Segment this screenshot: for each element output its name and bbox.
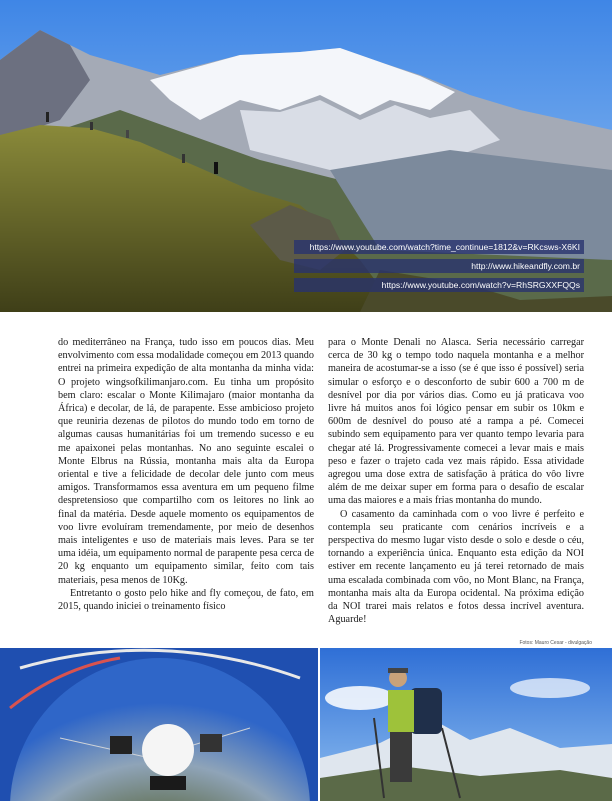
video-link-2[interactable]: https://www.youtube.com/watch?v=RhSRGXXFQQs (294, 278, 584, 292)
article-left-column (58, 336, 314, 613)
photo-credit: Fotos: Mauro Cesar - divulgação (519, 640, 592, 646)
video-link-1[interactable]: https://www.youtube.com/watch?time_continue=1812&v=RKcsws-X6KI (294, 240, 584, 254)
hiker-photo (320, 648, 612, 801)
paragraph: para o Monte Denali no Alasca. Seria necessário carregar cerca de 30 kg o tempo todo naquela montanha e a melhor maneira de acostumar-se a isso (se é que isso é possível) seria simular o esforço e o desconforto de subir 600 a 700 m de desnível por dia por vários dias. Como eu já praticava voo livre há muitos anos foi lógico pensar em subir os 10km e 600m de desnível do pouso até a rampa a pé. Comecei subindo sem equipamento para ver quanto tempo levaria para chegar até lá. Progressivamente comecei a levar mais e mais peso e fazer o trajeto cada vez mais rápido. Essa atividade agregou uma dose extra de satisfação à prática do vôo livre além de me deixar super em forma para o desafio de escalar uma das maiores e a mais frias montanha do mundo. (328, 337, 584, 507)
paraglider-fisheye-photo (0, 648, 318, 801)
paragraph: Entretanto o gosto pelo hike and fly começou, de fato, em 2015, quando iniciei o treinamento físico (58, 587, 314, 613)
website-link[interactable]: http://www.hikeandfly.com.br (294, 259, 584, 273)
hero-photo (0, 0, 612, 312)
paragraph: do mediterrâneo na França, tudo isso em poucos dias. Meu envolvimento com essa modalidade começou em 2013 quando entrei na primeira expedição de alta montanha da minha vida: O projeto wingsofkilimanjaro.com. Eu tinha um propósito bem claro: escalar o Monte Kilimajaro (maior montanha da África) e decolar, de lá, de parapente. Esse ambicioso projeto que reuniria dezenas de pilotos do mundo todo em torno de algumas causas humanitárias foi um tremendo sucesso e eu me apaixonei pelas montanhas. No ano seguinte escalei o Monte Elbrus na Rússia, montanha mais alta da Europa oriental e tive a felicidade de decolar dele junto com meus amigos. Transformamos essa aventura em um pequeno filme despretensioso que compartilho com os leitores no link ao final da matéria. Desde aquele momento os equipamentos de voo livre evoluíram tremendamente, por meio de desenhos mais inteligentes e uso de materiais mais leves. Para se ter uma idéia, um equipamento normal de parapente pesa cerca de 20 kg enquanto um equipamento similar, feito com tais materiais, pesa menos de 10Kg. (58, 337, 314, 586)
paragraph: O casamento da caminhada com o voo livre é perfeito e contempla seu praticante com cenários incríveis e a perspectiva do mesmo lugar visto desde o solo e desde o céu, tornando a experiência única. Enquanto esta edição da NOI estiver em recente lançamento eu já terei retornado de mais uma escalada combinada com vôo, no Mont Blanc, na França, montanha mais alta da Europa ocidental. Na próxima edição da NOI trarei mais relatos e fotos dessa incrível aventura. Aguarde! (328, 508, 584, 626)
hero-links (294, 240, 584, 297)
paraglider-illustration (0, 648, 318, 801)
hiker-illustration (320, 648, 612, 801)
article-right-column (328, 336, 584, 626)
